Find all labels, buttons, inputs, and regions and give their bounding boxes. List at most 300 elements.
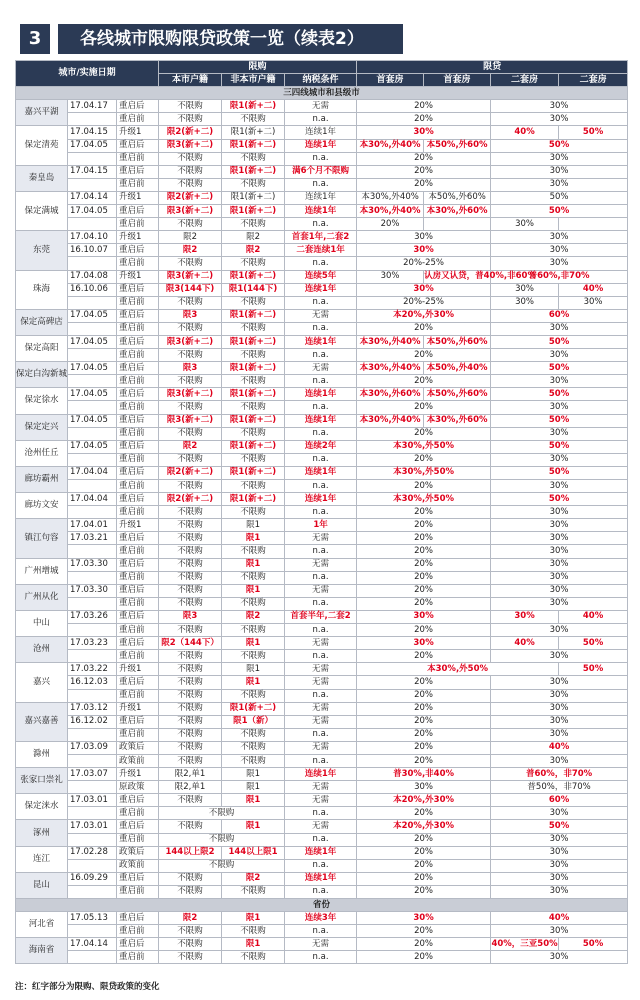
implement-date: 17.04.05 — [68, 388, 117, 401]
section-number: 3 — [20, 24, 50, 54]
xiangou-nonlocal: 限1(144下) — [222, 283, 285, 296]
loan-second: 30% — [491, 100, 628, 113]
implement-date: 17.03.22 — [68, 663, 117, 676]
loan-first: 20% — [357, 545, 491, 558]
city-name: 广州从化 — [16, 584, 68, 610]
xiangou-local: 144以上限2 — [159, 846, 222, 859]
xiangou-local: 限2(新+二) — [159, 493, 222, 506]
tax-condition: 连续1年 — [285, 466, 357, 479]
xiangou-nonlocal: 不限购 — [222, 624, 285, 637]
loan-second: 30% — [491, 401, 628, 414]
policy-stage: 重启前 — [117, 624, 159, 637]
tax-condition: 满6个月不限购 — [285, 165, 357, 178]
xiangou-local: 不限购 — [159, 375, 222, 388]
policy-stage: 重启前 — [117, 218, 159, 231]
table-row — [16, 414, 628, 427]
table-row — [16, 610, 628, 623]
tax-condition: n.a. — [285, 925, 357, 938]
xiangou-nonlocal: 限1 — [222, 768, 285, 781]
policy-stage: 重启后 — [117, 100, 159, 113]
city-name: 镇江句容 — [16, 519, 68, 558]
xiangou-local: 不限购 — [159, 100, 222, 113]
table-row — [16, 231, 628, 244]
loan-second: 50% — [491, 414, 628, 427]
loan-second: 50% — [491, 191, 628, 204]
city-name: 保定清苑 — [16, 126, 68, 165]
table-row — [16, 689, 628, 702]
loan-second: 30% — [491, 728, 628, 741]
loan-second-2: 50% — [559, 126, 628, 139]
table-row — [16, 440, 628, 453]
city-name: 廊坊文安 — [16, 493, 68, 519]
policy-stage: 重启前 — [117, 807, 159, 820]
table-row — [16, 270, 628, 283]
xiangou-nonlocal: 不限购 — [222, 597, 285, 610]
header-local: 本市户籍 — [159, 74, 222, 87]
xiangou-nonlocal: 限1(新+二) — [222, 139, 285, 152]
loan-second: 30% — [491, 584, 628, 597]
loan-first: 30% — [357, 283, 491, 296]
xiangou-nonlocal: 不限购 — [222, 571, 285, 584]
xiangou-nonlocal: 限2 — [222, 610, 285, 623]
table-row — [16, 702, 628, 715]
xiangou-nonlocal: 限1 — [222, 519, 285, 532]
loan-first-2: 本50%,外60% — [424, 335, 491, 348]
policy-stage: 重启后 — [117, 139, 159, 152]
loan-second: 30% — [491, 165, 628, 178]
loan-second: 30% — [491, 322, 628, 335]
loan-first: 本30%,外50% — [357, 493, 491, 506]
xiangou-nonlocal: 不限购 — [222, 453, 285, 466]
empty-date — [68, 624, 117, 637]
implement-date: 17.04.05 — [68, 440, 117, 453]
xiangou-nonlocal: 不限购 — [222, 322, 285, 335]
loan-second: 30% — [491, 519, 628, 532]
xiangou-local: 不限购 — [159, 820, 222, 833]
city-name: 嘉兴平湖 — [16, 100, 68, 126]
table-row — [16, 362, 628, 375]
loan-second: 30% — [491, 453, 628, 466]
policy-stage: 重启后 — [117, 676, 159, 689]
empty-date — [68, 427, 117, 440]
policy-stage: 重启后 — [117, 938, 159, 951]
policy-stage: 重启前 — [117, 427, 159, 440]
loan-second-1: 40%，三亚50% — [491, 938, 559, 951]
xiangou-local: 限2(新+二) — [159, 466, 222, 479]
loan-second: 30% — [491, 925, 628, 938]
loan-second: 50% — [491, 440, 628, 453]
loan-second: 50% — [491, 820, 628, 833]
table-row — [16, 257, 628, 270]
implement-date: 16.12.03 — [68, 676, 117, 689]
loan-first: 本30%,外50% — [357, 440, 491, 453]
table-row — [16, 951, 628, 964]
loan-first: 30% — [357, 244, 491, 257]
tax-condition: n.a. — [285, 349, 357, 362]
policy-stage: 政策前 — [117, 859, 159, 872]
page-title: 各线城市限购限贷政策一览（续表2） — [58, 24, 403, 54]
policy-stage: 重启前 — [117, 925, 159, 938]
policy-stage: 重启前 — [117, 650, 159, 663]
loan-first: 普30%,非40% — [357, 768, 491, 781]
xiangou-nonlocal: 不限购 — [222, 349, 285, 362]
loan-first-1: 本30%,外40% — [357, 139, 424, 152]
table-row — [16, 100, 628, 113]
xiangou-nonlocal: 不限购 — [222, 375, 285, 388]
policy-stage: 升级1 — [117, 231, 159, 244]
loan-first: 20% — [357, 951, 491, 964]
loan-first: 本20%,外30% — [357, 309, 491, 322]
loan-first: 20% — [357, 322, 491, 335]
loan-first: 本30%,外50% — [357, 466, 491, 479]
header-xiandai: 限贷 — [357, 61, 628, 74]
tax-condition: n.a. — [285, 624, 357, 637]
empty-date — [68, 218, 117, 231]
loan-first: 20%-25% — [357, 296, 491, 309]
xiangou-nonlocal: 不限购 — [222, 545, 285, 558]
empty-date — [68, 322, 117, 335]
implement-date: 17.04.05 — [68, 414, 117, 427]
xiangou-nonlocal: 限1(新+二) — [222, 388, 285, 401]
loan-first: 20% — [357, 571, 491, 584]
xiangou-local: 不限购 — [159, 427, 222, 440]
xiangou-local: 不限购 — [159, 584, 222, 597]
policy-stage: 重启后 — [117, 205, 159, 218]
table-row — [16, 309, 628, 322]
tax-condition: n.a. — [285, 833, 357, 846]
loan-first-2 — [424, 218, 491, 231]
xiangou-nonlocal: 不限购 — [222, 178, 285, 191]
empty-date — [68, 807, 117, 820]
empty-date — [68, 728, 117, 741]
xiangou-local: 不限购 — [159, 597, 222, 610]
policy-stage: 重启前 — [117, 885, 159, 898]
table-row — [16, 139, 628, 152]
empty-date — [68, 925, 117, 938]
loan-second-1: 40% — [491, 126, 559, 139]
loan-second-2: 50% — [559, 938, 628, 951]
table-row — [16, 807, 628, 820]
loan-second-1: 30% — [491, 283, 559, 296]
table-row — [16, 912, 628, 925]
implement-date: 17.03.01 — [68, 820, 117, 833]
section-row — [16, 899, 628, 912]
implement-date: 17.05.13 — [68, 912, 117, 925]
xiangou-local: 不限购 — [159, 702, 222, 715]
policy-stage: 重启前 — [117, 322, 159, 335]
loan-second: 30% — [491, 152, 628, 165]
xiangou-nonlocal: 限1 — [222, 637, 285, 650]
table-row — [16, 820, 628, 833]
header-first2: 首套房 — [424, 74, 491, 87]
city-name: 连江 — [16, 846, 68, 872]
xiangou-nonlocal: 限1 — [222, 663, 285, 676]
table-row — [16, 597, 628, 610]
tax-condition: 首套半年,二套2 — [285, 610, 357, 623]
empty-date — [68, 349, 117, 362]
tax-condition: n.a. — [285, 597, 357, 610]
xiangou-nonlocal: 限1(新+二) — [222, 493, 285, 506]
loan-first: 20% — [357, 807, 491, 820]
policy-stage: 重启前 — [117, 178, 159, 191]
policy-stage: 重启后 — [117, 794, 159, 807]
xiangou-local: 不限购 — [159, 257, 222, 270]
xiangou-local: 不限购 — [159, 113, 222, 126]
tax-condition: 无需 — [285, 702, 357, 715]
implement-date: 17.04.17 — [68, 100, 117, 113]
tax-condition: 连续1年 — [285, 388, 357, 401]
city-name: 保定定兴 — [16, 414, 68, 440]
policy-stage: 重启前 — [117, 689, 159, 702]
xiangou-local: 不限购 — [159, 650, 222, 663]
header-xiangou: 限购 — [159, 61, 357, 74]
policy-stage: 重启后 — [117, 362, 159, 375]
loan-first: 30% — [357, 912, 491, 925]
loan-second: 30% — [491, 859, 628, 872]
policy-stage: 重启前 — [117, 833, 159, 846]
city-name: 保定白沟新城 — [16, 362, 68, 388]
city-name: 涿州 — [16, 820, 68, 846]
loan-first: 20% — [357, 597, 491, 610]
table-row — [16, 741, 628, 754]
city-name: 沧州 — [16, 637, 68, 663]
xiangou-local: 不限购 — [159, 349, 222, 362]
tax-condition: 连续1年 — [285, 414, 357, 427]
implement-date: 17.04.15 — [68, 165, 117, 178]
xiangou-local: 限2 — [159, 231, 222, 244]
xiangou-local: 不限购 — [159, 453, 222, 466]
empty-date — [68, 401, 117, 414]
policy-stage: 重启后 — [117, 414, 159, 427]
loan-second: 30% — [491, 178, 628, 191]
implement-date: 17.03.01 — [68, 794, 117, 807]
xiangou-local: 限2(新+二) — [159, 126, 222, 139]
city-name: 河北省 — [16, 912, 68, 938]
xiangou-nonlocal: 限1(新+二) — [222, 414, 285, 427]
loan-first: 20% — [357, 624, 491, 637]
xiangou-nonlocal: 限1 — [222, 781, 285, 794]
loan-first-2: 本50%,外60% — [424, 191, 491, 204]
policy-stage: 重启前 — [117, 951, 159, 964]
table-row — [16, 349, 628, 362]
loan-second: 30% — [491, 113, 628, 126]
empty-date — [68, 152, 117, 165]
xiangou-nonlocal: 限1 — [222, 558, 285, 571]
city-name: 嘉兴嘉善 — [16, 702, 68, 741]
tax-condition: 连续3年 — [285, 912, 357, 925]
policy-stage: 重启后 — [117, 309, 159, 322]
xiangou-local: 限3(新+二) — [159, 414, 222, 427]
xiangou-local: 限2(新+二) — [159, 191, 222, 204]
policy-stage: 重启前 — [117, 257, 159, 270]
loan-first-2: 本50%,外60% — [424, 388, 491, 401]
loan-second-2: 40% — [559, 283, 628, 296]
implement-date: 17.04.04 — [68, 466, 117, 479]
xiangou-local: 不限购 — [159, 506, 222, 519]
city-name: 张家口崇礼 — [16, 768, 68, 794]
city-name: 广州增城 — [16, 558, 68, 584]
loan-first-2: 本30%,外60% — [424, 414, 491, 427]
xiangou-local: 不限购 — [159, 401, 222, 414]
loan-second-2: 50% — [559, 663, 628, 676]
city-name: 嘉兴 — [16, 663, 68, 702]
table-row — [16, 833, 628, 846]
tax-condition: 连续1年 — [285, 768, 357, 781]
tax-condition: n.a. — [285, 859, 357, 872]
xiangou-nonlocal: 限1(新+二) — [222, 205, 285, 218]
tax-condition: 连续1年 — [285, 283, 357, 296]
xiangou-nonlocal: 限2 — [222, 231, 285, 244]
xiangou-nonlocal: 限1(新+二) — [222, 466, 285, 479]
loan-first: 20% — [357, 925, 491, 938]
xiangou-nonlocal: 限1(新+二) — [222, 270, 285, 283]
city-name: 保定高阳 — [16, 335, 68, 361]
loan-second: 30% — [491, 833, 628, 846]
table-row — [16, 532, 628, 545]
loan-second: 30% — [491, 349, 628, 362]
policy-stage: 重启前 — [117, 453, 159, 466]
loan-first: 20% — [357, 453, 491, 466]
xiangou-nonlocal: 不限购 — [222, 689, 285, 702]
loan-second: 60% — [491, 794, 628, 807]
policy-stage: 重启后 — [117, 912, 159, 925]
table-row — [16, 571, 628, 584]
policy-stage: 重启后 — [117, 872, 159, 885]
tax-condition: 二套连续1年 — [285, 244, 357, 257]
loan-first: 20% — [357, 938, 491, 951]
policy-stage: 政策前 — [117, 754, 159, 767]
xiangou-nonlocal: 限1（新） — [222, 715, 285, 728]
empty-date — [68, 113, 117, 126]
empty-date — [68, 506, 117, 519]
loan-second: 60% — [491, 309, 628, 322]
loan-first: 20% — [357, 872, 491, 885]
table-row — [16, 296, 628, 309]
xiangou-nonlocal: 不限购 — [222, 754, 285, 767]
xiangou-local: 不限购 — [159, 951, 222, 964]
loan-first: 20% — [357, 689, 491, 702]
loan-second: 40% — [491, 912, 628, 925]
xiangou-nonlocal: 不限购 — [222, 885, 285, 898]
loan-first-1: 本30%,外60% — [357, 388, 424, 401]
loan-second: 30% — [491, 702, 628, 715]
xiangou-local: 不限购 — [159, 322, 222, 335]
implement-date: 17.04.05 — [68, 139, 117, 152]
policy-stage: 原政策 — [117, 781, 159, 794]
xiangou-nonlocal: 不限购 — [222, 218, 285, 231]
implement-date: 17.04.14 — [68, 191, 117, 204]
policy-stage: 重启前 — [117, 401, 159, 414]
city-name: 中山 — [16, 610, 68, 636]
loan-first: 20% — [357, 349, 491, 362]
xiangou-local: 限2 — [159, 440, 222, 453]
loan-second: 30% — [491, 597, 628, 610]
empty-date — [68, 689, 117, 702]
policy-stage: 重启前 — [117, 113, 159, 126]
loan-first-1: 本30%,外40% — [357, 362, 424, 375]
loan-second: 普60%,非70% — [491, 270, 628, 283]
tax-condition: 连续1年 — [285, 335, 357, 348]
empty-date — [68, 754, 117, 767]
city-name: 保定徐水 — [16, 388, 68, 414]
loan-second: 30% — [491, 951, 628, 964]
xiangou-local: 不限购 — [159, 938, 222, 951]
header-second1: 二套房 — [491, 74, 559, 87]
city-name: 滁州 — [16, 741, 68, 767]
implement-date: 17.04.15 — [68, 126, 117, 139]
header-tax: 纳税条件 — [285, 74, 357, 87]
section-title: 三四线城市和县级市 — [16, 87, 628, 100]
loan-first: 20% — [357, 506, 491, 519]
implement-date: 17.04.05 — [68, 335, 117, 348]
xiangou-local: 不限购 — [159, 152, 222, 165]
policy-stage: 重启后 — [117, 440, 159, 453]
xiangou-all: 不限购 — [159, 807, 285, 820]
tax-condition: 连续1年 — [285, 191, 357, 204]
loan-first: 20% — [357, 676, 491, 689]
loan-second-2: 40% — [559, 610, 628, 623]
loan-first: 本20%,外30% — [357, 794, 491, 807]
xiangou-local: 不限购 — [159, 296, 222, 309]
implement-date: 17.03.09 — [68, 741, 117, 754]
table-row — [16, 178, 628, 191]
loan-second: 30% — [491, 231, 628, 244]
xiangou-nonlocal: 限1(新+二) — [222, 702, 285, 715]
table-row — [16, 205, 628, 218]
xiangou-nonlocal: 限2 — [222, 244, 285, 257]
implement-date: 16.10.07 — [68, 244, 117, 257]
loan-first-1: 30% — [357, 270, 424, 283]
table-row — [16, 113, 628, 126]
xiangou-nonlocal: 不限购 — [222, 506, 285, 519]
table-row — [16, 859, 628, 872]
tax-condition: n.a. — [285, 218, 357, 231]
tax-condition: n.a. — [285, 506, 357, 519]
empty-date — [68, 833, 117, 846]
xiangou-local: 不限购 — [159, 519, 222, 532]
tax-condition: 首套1年,二套2 — [285, 231, 357, 244]
policy-stage: 重启前 — [117, 480, 159, 493]
loan-first: 20% — [357, 178, 491, 191]
xiangou-local: 限3 — [159, 362, 222, 375]
loan-second: 30% — [491, 715, 628, 728]
policy-stage: 重启后 — [117, 820, 159, 833]
loan-first: 20% — [357, 152, 491, 165]
loan-second: 普50%，非70% — [491, 781, 628, 794]
xiangou-local: 限2,单1 — [159, 768, 222, 781]
policy-stage: 重启前 — [117, 349, 159, 362]
tax-condition: 无需 — [285, 938, 357, 951]
loan-second: 30% — [491, 650, 628, 663]
xiangou-nonlocal: 限1(新+二) — [222, 126, 285, 139]
loan-first: 20% — [357, 885, 491, 898]
table-row — [16, 519, 628, 532]
tax-condition: 连续1年 — [285, 493, 357, 506]
policy-stage: 政策后 — [117, 846, 159, 859]
city-name: 保定涞水 — [16, 794, 68, 820]
xiangou-nonlocal: 限1(新+二) — [222, 165, 285, 178]
empty-date — [68, 859, 117, 872]
xiangou-local: 不限购 — [159, 689, 222, 702]
loan-second: 30% — [491, 676, 628, 689]
loan-first: 30% — [357, 126, 491, 139]
loan-second: 50% — [491, 335, 628, 348]
xiangou-local: 不限购 — [159, 715, 222, 728]
loan-first: 20% — [357, 165, 491, 178]
tax-condition: n.a. — [285, 257, 357, 270]
implement-date: 17.02.28 — [68, 846, 117, 859]
policy-stage: 升级1 — [117, 126, 159, 139]
